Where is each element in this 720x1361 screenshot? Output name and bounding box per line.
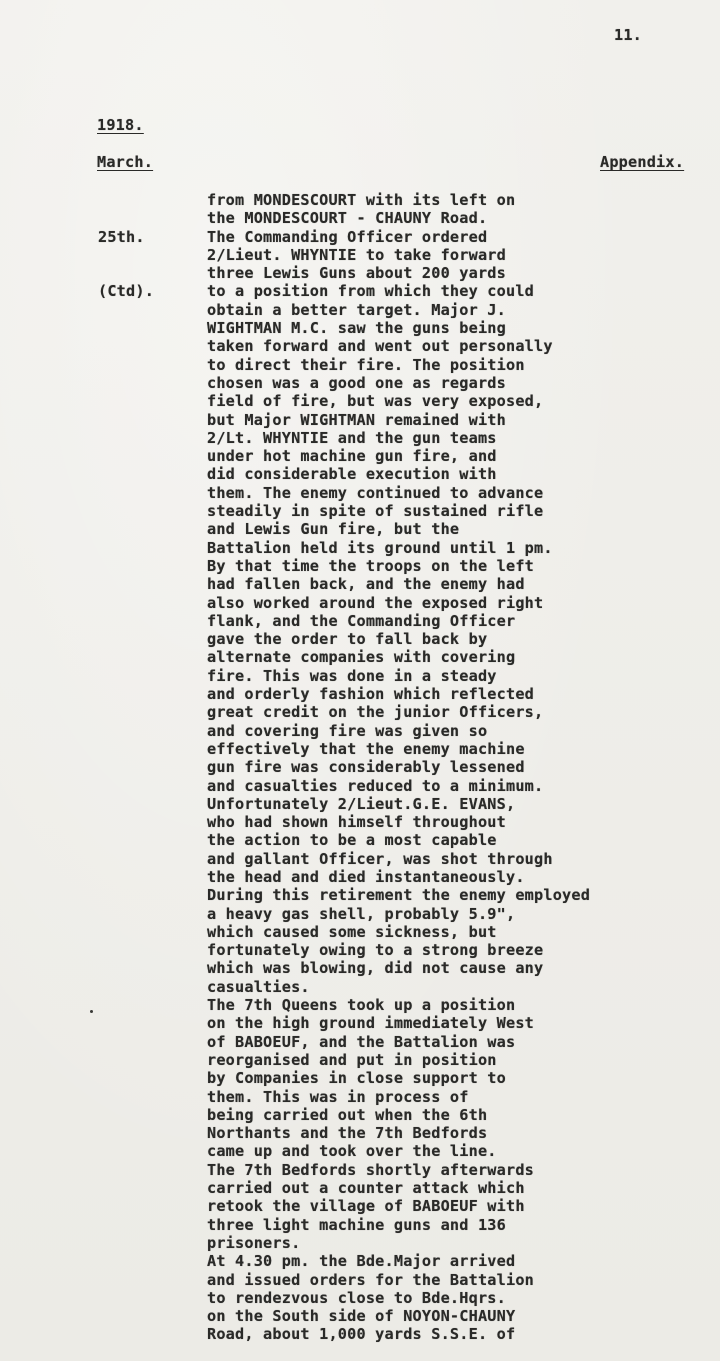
entry-text-line: gave the order to fall back by	[207, 630, 488, 649]
entry-text-line: great credit on the junior Officers,	[207, 703, 544, 722]
entry-text-line: by Companies in close support to	[207, 1069, 506, 1088]
entry-text-line: chosen was a good one as regards	[207, 373, 506, 392]
entry-text-line: obtain a better target. Major J.	[207, 300, 506, 319]
entry-text-line: and casualties reduced to a minimum.	[207, 776, 544, 795]
entry-text-line: three Lewis Guns about 200 yards	[207, 264, 506, 283]
entry-text-line: taken forward and went out personally	[207, 337, 553, 356]
entry-text-line: retook the village of BABOEUF with	[207, 1197, 525, 1216]
entry-text-line: effectively that the enemy machine	[207, 739, 525, 758]
entry-text-line: the action to be a most capable	[207, 831, 497, 850]
entry-text-line: which caused some sickness, but	[207, 922, 497, 941]
date-column	[98, 191, 154, 337]
entry-text-line: Road, about 1,000 yards S.S.E. of	[207, 1325, 516, 1344]
entry-text-line: who had shown himself throughout	[207, 813, 506, 832]
entry-text-line: Battalion held its ground until 1 pm.	[207, 538, 553, 557]
entry-text-line: them. The enemy continued to advance	[207, 483, 544, 502]
entry-text-line: steadily in spite of sustained rifle	[207, 502, 544, 521]
entry-text-line: The 7th Bedfords shortly afterwards	[207, 1160, 535, 1179]
entry-text-line: which was blowing, did not cause any	[207, 959, 544, 978]
entry-text-line: At 4.30 pm. the Bde.Major arrived	[207, 1252, 516, 1271]
entry-text-line: the MONDESCOURT - CHAUNY Road.	[207, 209, 488, 228]
entry-text-line: Northants and the 7th Bedfords	[207, 1124, 488, 1143]
entry-text-line: fortunately owing to a strong breeze	[207, 941, 544, 960]
entry-text-line: During this retirement the enemy employed	[207, 886, 591, 905]
war-diary-entry	[207, 191, 590, 1344]
entry-text-line: carried out a counter attack which	[207, 1179, 525, 1198]
entry-text-line: from MONDESCOURT with its left on	[207, 191, 516, 209]
entry-text-line: and covering fire was given so	[207, 721, 488, 740]
entry-text-line: to a position from which they could	[207, 282, 535, 301]
entry-text-line: did considerable execution with	[207, 465, 497, 484]
entry-text-line: casualties.	[207, 977, 310, 996]
entry-text-line: the head and died instantaneously.	[207, 867, 525, 886]
entry-text-line: alternate companies with covering	[207, 648, 516, 667]
entry-text-line: to rendezvous close to Bde.Hqrs.	[207, 1288, 506, 1307]
entry-text-line: prisoners.	[207, 1233, 301, 1252]
entry-text-line: on the high ground immediately West	[207, 1014, 535, 1033]
entry-text-line: a heavy gas shell, probably 5.9",	[207, 904, 516, 923]
entry-text-line: WIGHTMAN M.C. saw the guns being	[207, 319, 506, 338]
year-heading: 1918.	[97, 116, 144, 134]
paper-speck	[90, 1010, 93, 1013]
entry-text-line: 2/Lieut. WHYNTIE to take forward	[207, 245, 506, 264]
date-line: 25th.	[98, 227, 145, 246]
entry-text-line: had fallen back, and the enemy had	[207, 575, 525, 594]
page-number: 11.	[614, 26, 643, 44]
entry-text-line: field of fire, but was very exposed,	[207, 392, 544, 411]
entry-text-line: being carried out when the 6th	[207, 1105, 488, 1124]
entry-text-line: and issued orders for the Battalion	[207, 1270, 535, 1289]
entry-text-line: The 7th Queens took up a position	[207, 996, 516, 1015]
month-heading: March.	[97, 153, 154, 171]
entry-text-line: Unfortunately 2/Lieut.G.E. EVANS,	[207, 794, 516, 813]
entry-text-line: reorganised and put in position	[207, 1050, 497, 1069]
entry-text-line: to direct their fire. The position	[207, 355, 525, 374]
appendix-heading: Appendix.	[600, 153, 685, 171]
entry-text-line: them. This was in process of	[207, 1087, 469, 1106]
entry-text-line: also worked around the exposed right	[207, 593, 544, 612]
entry-text-line: The Commanding Officer ordered	[207, 227, 488, 246]
entry-text-line: three light machine guns and 136	[207, 1215, 506, 1234]
date-line: (Ctd).	[98, 282, 155, 301]
entry-text-line: but Major WIGHTMAN remained with	[207, 410, 506, 429]
entry-text-line: under hot machine gun fire, and	[207, 447, 497, 466]
entry-text-line: gun fire was considerably lessened	[207, 758, 525, 777]
entry-text-line: and Lewis Gun fire, but the	[207, 520, 460, 539]
entry-text-line: By that time the troops on the left	[207, 556, 535, 575]
entry-text-line: and orderly fashion which reflected	[207, 685, 535, 704]
entry-text-line: on the South side of NOYON-CHAUNY	[207, 1307, 516, 1326]
entry-text-line: flank, and the Commanding Officer	[207, 611, 516, 630]
entry-text-line: fire. This was done in a steady	[207, 666, 497, 685]
entry-text-line: came up and took over the line.	[207, 1142, 497, 1161]
entry-text-line: of BABOEUF, and the Battalion was	[207, 1032, 516, 1051]
entry-text-line: and gallant Officer, was shot through	[207, 849, 553, 868]
entry-text-line: 2/Lt. WHYNTIE and the gun teams	[207, 428, 497, 447]
